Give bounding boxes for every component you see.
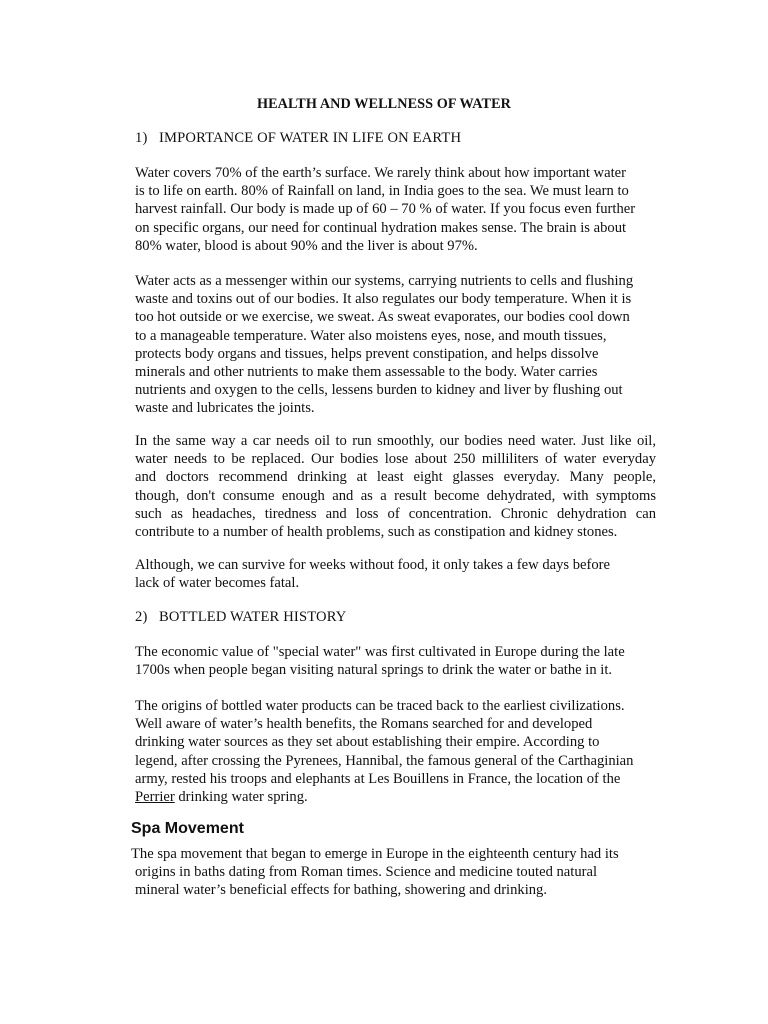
text-line: waste and toxins out of our bodies. It also regulates our body temperature. When it is [135,291,632,308]
spa-movement-heading: Spa Movement [131,820,244,837]
text-line: mineral water’s beneficial effects for bathing, showering and drinking. [135,882,548,899]
text-line: legend, after crossing the Pyrenees, Hannibal, the famous general of the Carthaginian [135,752,634,769]
paragraph-origins [135,697,655,806]
text-line: contribute to a number of health problems, such as constipation and kidney stones. [135,524,618,541]
text-line: too hot outside or we exercise, we sweat. As sweat evaporates, our bodies cool down [135,309,630,326]
text-line: protects body organs and tissues, helps prevent constipation, and helps dissolve [135,345,599,362]
text-line: origins in baths dating from Roman times. Science and medicine touted natural [135,864,598,881]
text-line: nutrients and oxygen to the cells, lessens burden to kidney and liver by flushing out [135,382,623,399]
text-line: though, don't consume enough and as a result become dehydrated, with symptoms [135,487,656,504]
text-line: waste and lubricates the joints. [135,400,315,417]
text-line: The origins of bottled water products can be traced back to the earliest civilizations. [135,698,625,714]
text-line: water needs to be replaced. Our bodies lose about 250 milliliters of water everyday [135,451,656,468]
section-title: BOTTLED WATER HISTORY [159,609,347,625]
text-line: such as headaches, tiredness and loss of concentration. Chronic dehydration can [135,505,656,522]
text-line: In the same way a car needs oil to run smoothly, our bodies need water. Just like oil, [135,433,656,449]
section-number: 1) [135,130,148,146]
text-line: army, rested his troops and elephants at Les Bouillens in France, the location of the [135,770,621,787]
text-line: Although, we can survive for weeks without food, it only takes a few days before [135,557,610,573]
text-line: The economic value of "special water" was first cultivated in Europe during the late [135,644,625,660]
text-line: 80% water, blood is about 90% and the liver is about 97%. [135,237,478,254]
paragraph-spa-movement [131,845,651,900]
section-title: IMPORTANCE OF WATER IN LIFE ON EARTH [159,130,462,146]
paragraph-survival [135,556,655,592]
text-line: to a manageable temperature. Water also moistens eyes, nose, and mouth tissues, [135,327,607,344]
section-heading-importance [135,129,461,147]
text-fragment: drinking water spring. [174,789,308,806]
text-line: Water acts as a messenger within our systems, carrying nutrients to cells and flushing [135,273,634,289]
perrier-link[interactable]: Perrier [135,789,175,806]
text-line [135,788,655,806]
paragraph-water-messenger [135,272,655,418]
text-line: harvest rainfall. Our body is made up of 60 – 70 % of water. If you focus even further [135,201,636,218]
text-line: is to life on earth. 80% of Rainfall on land, in India goes to the sea. We must learn to [135,183,629,200]
text-line: and doctors recommend drinking at least eight glasses everyday. Many people, [135,469,656,486]
text-line: minerals and other nutrients to make them assessable to the body. Water carries [135,364,598,381]
text-line: Well aware of water’s health benefits, the Romans searched for and developed [135,716,593,733]
text-line: The spa movement that began to emerge in Europe in the eighteenth century had its [131,846,619,862]
paragraph-car-oil [135,432,656,541]
text-line: Water covers 70% of the earth’s surface. We rarely think about how important water [135,165,626,181]
text-line: 1700s when people began visiting natural springs to drink the water or bathe in it. [135,662,613,679]
text-line: on specific organs, our need for continual hydration makes sense. The brain is about [135,219,627,236]
document-title: HEALTH AND WELLNESS OF WATER [256,96,512,112]
section-heading-bottled-water [135,608,346,626]
section-number: 2) [135,609,148,625]
paragraph-economic-value [135,643,655,679]
text-line: lack of water becomes fatal. [135,575,300,592]
text-line: drinking water sources as they set about establishing their empire. According to [135,734,600,751]
paragraph-water-coverage [135,164,655,255]
